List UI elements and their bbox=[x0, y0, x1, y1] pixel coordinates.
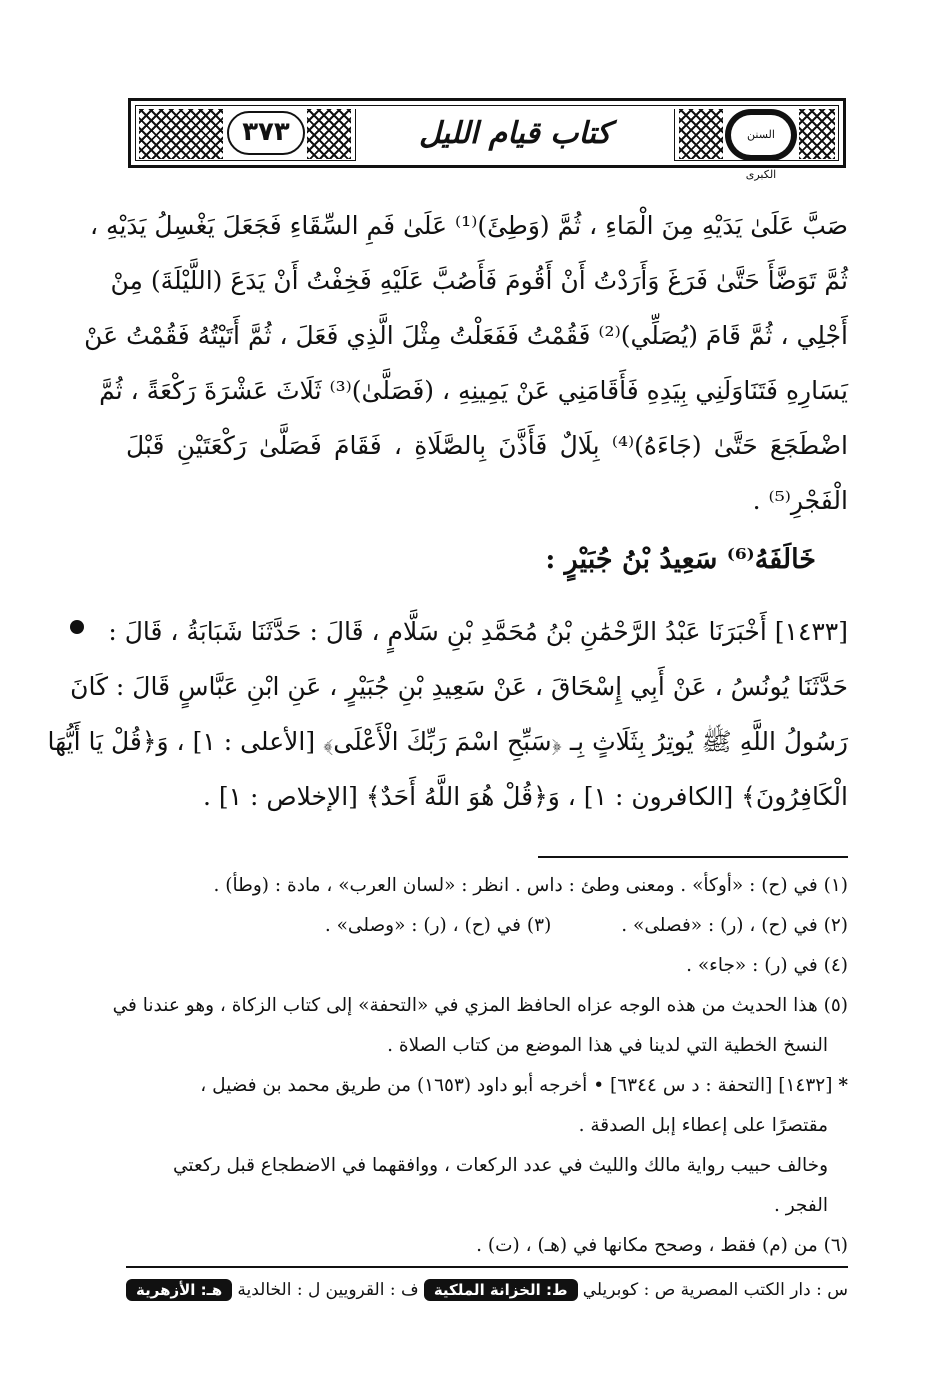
legend-item-highlight: ط: الخزانة الملكية bbox=[424, 1279, 578, 1301]
text-line: اضْطَجَعَ حَتَّىٰ (جَاءَهُ)⁽⁴⁾ بِلَالٌ فَأَذَّنَ بِالصَّلَاةِ ، فَقَامَ فَصَلَّىٰ رَكْعَتَيْنِ قَبْلَ bbox=[126, 431, 848, 460]
header-ornament-left bbox=[139, 109, 223, 159]
emblem-text: السنن الكبرى bbox=[731, 115, 791, 155]
footnotes bbox=[100, 866, 848, 1266]
header-ornament-right-inner bbox=[679, 109, 723, 159]
text-line: أَجْلِي ، ثُمَّ قَامَ (يُصَلِّي)⁽²⁾ فَقُمْتُ فَفَعَلْتُ مِثْلَ الَّذِي فَعَلَ ، ثُمَّ أَتَيْتُهُ فَقُمْتُ عَنْ bbox=[84, 321, 848, 350]
footnote-5: (٥) هذا الحديث من هذه الوجه عزاه الحافظ المزي في «التحفة» إلى كتاب الزكاة ، وهو عندنا في bbox=[112, 995, 848, 1016]
footnote-row-2-3 bbox=[100, 906, 848, 946]
text-line: رَسُولُ اللَّهِ ﷺ يُوتِرُ بِثَلَاثٍ بِـ ﴿سَبِّحِ اسْمَ رَبِّكَ الْأَعْلَى﴾ [الأعلى : ١] ، وَ﴿قُلْ يَا أَيُّهَا bbox=[47, 727, 848, 756]
footnote-4: (٤) في (ر) : «جاء» . bbox=[686, 955, 848, 976]
footnote-6: (٦) من (م) فقط ، وصحح مكانها في (هـ) ، (ت) . bbox=[476, 1235, 848, 1256]
takhrij-note bbox=[100, 1066, 848, 1106]
book-title: كتاب قيام الليل bbox=[355, 109, 675, 161]
text-line: صَبَّ عَلَىٰ يَدَيْهِ مِنَ الْمَاءِ ، ثُمَّ (وَطِئَ)⁽¹⁾ عَلَىٰ فَمِ السِّقَاءِ فَجَعَلَ يَغْسِلُ يَدَيْهِ ، bbox=[90, 211, 848, 240]
bullet-icon bbox=[70, 620, 84, 634]
legend-item-highlight: هـ: الأزهرية bbox=[126, 1279, 232, 1301]
section-heading: خَالَفَهُ⁽⁶⁾ سَعِيدُ بْنُ جُبَيْرٍ : bbox=[545, 544, 816, 575]
header-ornament-left-inner bbox=[307, 109, 351, 159]
footnote-5-cont: النسخ الخطية التي لدينا في هذا الموضع من كتاب الصلاة . bbox=[387, 1035, 828, 1056]
legend-item: ف : القرويين bbox=[325, 1280, 419, 1300]
legend-item: ص : كوبريلي bbox=[582, 1280, 676, 1300]
star-icon: * bbox=[838, 1075, 848, 1096]
hadith-1433 bbox=[47, 604, 848, 824]
manuscript-legend bbox=[126, 1272, 848, 1308]
legend-item: ل : الخالدية bbox=[237, 1280, 321, 1300]
takhrij-note-cont: مقتصرًا على إعطاء إبل الصدقة . bbox=[578, 1115, 828, 1136]
legend-item: س : دار الكتب المصرية bbox=[680, 1280, 848, 1300]
page-number: ٣٧٣ bbox=[227, 111, 305, 155]
text-line: الْفَجْرِ⁽⁵⁾ . bbox=[752, 486, 848, 515]
takhrij-text: [١٤٣٢] [التحفة : د س ٦٣٤٤] • أخرجه أبو داود (١٦٥٣) من طريق محمد بن فضيل ، bbox=[200, 1075, 833, 1096]
header-emblem bbox=[725, 109, 797, 181]
footnote-1: (١) في (ح) : «أوكأ» . ومعنى وطئ : داس . انظر : «لسان العرب» ، مادة : (وطأ) . bbox=[213, 875, 848, 896]
footnote-divider bbox=[538, 856, 848, 858]
text-line: يَسَارِهِ فَتَنَاوَلَنِي بِيَدِهِ فَأَقَامَنِي عَنْ يَمِينِهِ ، (فَصَلَّىٰ)⁽³⁾ ثَلَاثَ عَشْرَةَ رَكْعَةً ، ثُمَّ bbox=[99, 376, 848, 405]
takhrij-note-cont: الفجر . bbox=[773, 1195, 828, 1216]
text-line: الْكَافِرُونَ﴾ [الكافرون : ١] ، وَ﴿قُلْ هُوَ اللَّهُ أَحَدٌ﴾ [الإخلاص : ١] . bbox=[202, 782, 848, 811]
header-ornament-right bbox=[799, 109, 835, 159]
takhrij-note-cont: وخالف حبيب رواية مالك والليث في عدد الركعات ، ووافقهما في الاضطجاع قبل ركعتي bbox=[172, 1155, 828, 1176]
text-line: [١٤٣٣] أَخْبَرَنَا عَبْدُ الرَّحْمَٰنِ بْنُ مُحَمَّدِ بْنِ سَلَّامٍ ، قَالَ : حَدَّثَنَا شَبَابَةُ ، قَالَ : bbox=[108, 617, 848, 646]
hadith-text-continued bbox=[84, 198, 848, 528]
text-line: ثُمَّ تَوَضَّأَ حَتَّىٰ فَرَغَ وَأَرَدْتُ أَنْ أَقُومَ فَأَصُبَّ عَلَيْهِ فَخِفْتُ أَنْ يَدَعَ (اللَّيْلَةَ) مِنْ bbox=[110, 266, 848, 295]
footnote-3: (٣) في (ح) ، (ر) : «وصلى» . bbox=[324, 915, 552, 936]
page-header bbox=[128, 98, 846, 181]
footnote-2: (٢) في (ح) ، (ر) : «فصلى» . bbox=[621, 915, 848, 936]
legend-divider bbox=[126, 1266, 848, 1268]
text-line: حَدَّثَنَا يُونُسُ ، عَنْ أَبِي إِسْحَاقَ ، عَنْ سَعِيدِ بْنِ جُبَيْرٍ ، عَنِ ابْنِ عَبَّاسٍ قَالَ : كَانَ bbox=[70, 672, 848, 701]
